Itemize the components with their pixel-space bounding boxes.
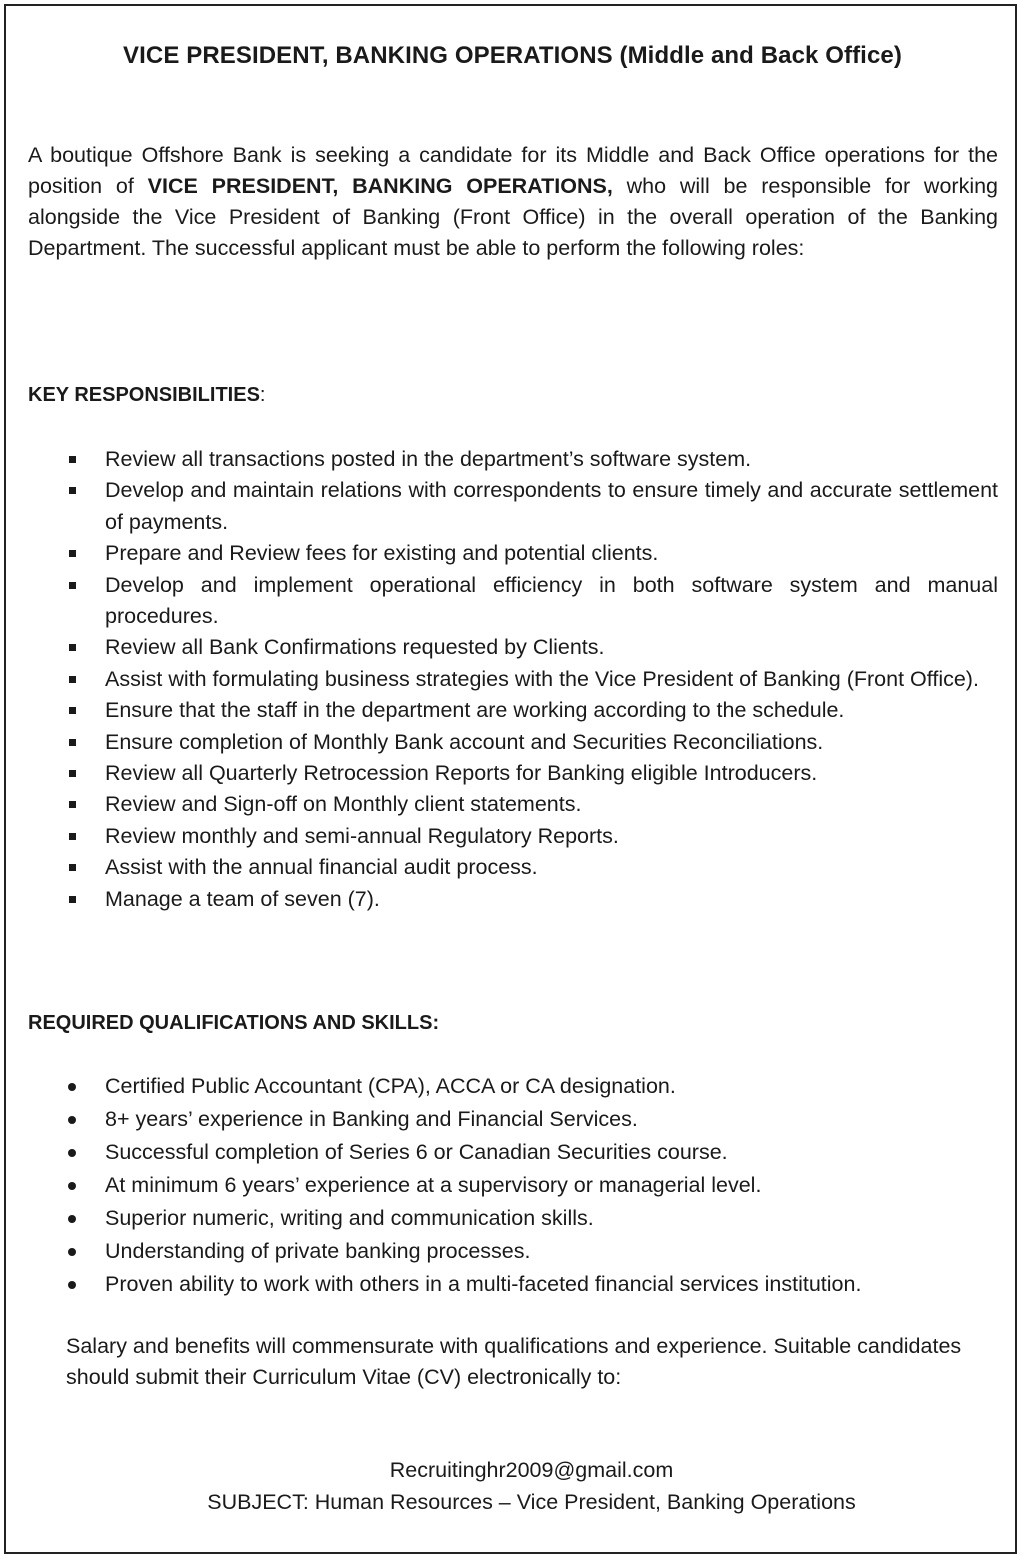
list-item: Understanding of private banking processes.	[28, 1235, 998, 1268]
qualifications-heading: REQUIRED QUALIFICATIONS AND SKILLS:	[28, 1012, 440, 1034]
disc-bullet-icon	[68, 1116, 76, 1124]
responsibilities-heading-text: KEY RESPONSIBILITIES	[28, 384, 260, 406]
square-bullet-icon	[69, 550, 76, 557]
square-bullet-icon	[69, 582, 76, 589]
disc-bullet-icon	[68, 1149, 76, 1157]
list-item: Prepare and Review fees for existing and potential clients.	[28, 538, 998, 569]
disc-bullet-icon	[68, 1182, 76, 1190]
list-item: Certified Public Accountant (CPA), ACCA or CA designation.	[28, 1070, 998, 1103]
square-bullet-icon	[69, 770, 76, 777]
list-item: Ensure completion of Monthly Bank account and Securities Reconciliations.	[28, 727, 998, 758]
square-bullet-icon	[69, 487, 76, 494]
list-item: Superior numeric, writing and communication skills.	[28, 1202, 998, 1235]
qualifications-list	[28, 1070, 998, 1301]
disc-bullet-icon	[68, 1083, 76, 1091]
list-item: Develop and implement operational efficiency in both software system and manual procedures.	[28, 570, 998, 633]
intro-text-end: who will be responsible for working alongside the Vice President of Banking (Front Office) in the overall operation of the Banking Department. The successful applicant must be able to perform the following roles:	[28, 174, 999, 260]
list-item: Review all Quarterly Retrocession Reports for Banking eligible Introducers.	[28, 758, 998, 789]
list-item: Develop and maintain relations with correspondents to ensure timely and accurate settlement of payments.	[28, 475, 998, 538]
square-bullet-icon	[69, 644, 76, 651]
contact-email[interactable]: Recruitinghr2009@gmail.com	[389, 1458, 674, 1482]
list-item: Review monthly and semi-annual Regulatory Reports.	[28, 821, 998, 852]
disc-bullet-icon	[68, 1248, 76, 1256]
disc-bullet-icon	[68, 1215, 76, 1223]
square-bullet-icon	[69, 707, 76, 714]
square-bullet-icon	[69, 864, 76, 871]
intro-paragraph	[28, 140, 998, 264]
list-item: Assist with the annual financial audit process.	[28, 852, 998, 883]
list-item: At minimum 6 years’ experience at a supervisory or managerial level.	[28, 1169, 998, 1202]
responsibilities-list	[28, 444, 998, 915]
list-item: Review all Bank Confirmations requested by Clients.	[28, 632, 998, 663]
square-bullet-icon	[69, 833, 76, 840]
square-bullet-icon	[69, 676, 76, 683]
square-bullet-icon	[69, 456, 76, 463]
list-item: Review and Sign-off on Monthly client statements.	[28, 789, 998, 820]
list-item: Review all transactions posted in the department’s software system.	[28, 444, 998, 475]
list-item: Proven ability to work with others in a multi-faceted financial services institution.	[28, 1268, 998, 1301]
page-title: VICE PRESIDENT, BANKING OPERATIONS (Middle and Back Office)	[123, 42, 902, 69]
responsibilities-heading	[28, 384, 265, 407]
intro-position-title: VICE PRESIDENT, BANKING OPERATIONS,	[147, 174, 613, 198]
square-bullet-icon	[69, 896, 76, 903]
closing-paragraph: Salary and benefits will commensurate with qualifications and experience. Suitable candidates should submit their Curriculum Vitae (CV) electronically to:	[66, 1334, 962, 1389]
square-bullet-icon	[69, 801, 76, 808]
square-bullet-icon	[69, 739, 76, 746]
disc-bullet-icon	[68, 1281, 76, 1289]
list-item: Successful completion of Series 6 or Canadian Securities course.	[28, 1136, 998, 1169]
email-subject-line: SUBJECT: Human Resources – Vice President, Banking Operations	[207, 1490, 856, 1514]
list-item: Manage a team of seven (7).	[28, 884, 998, 915]
intro-text-start: A boutique Offshore Bank is seeking a candidate for its Middle and Back Office operations for the position of	[28, 143, 998, 198]
list-item: 8+ years’ experience in Banking and Financial Services.	[28, 1103, 998, 1136]
list-item: Ensure that the staff in the department are working according to the schedule.	[28, 695, 998, 726]
responsibilities-heading-colon: :	[259, 384, 266, 406]
list-item: Assist with formulating business strategies with the Vice President of Banking (Front Office).	[28, 664, 998, 695]
